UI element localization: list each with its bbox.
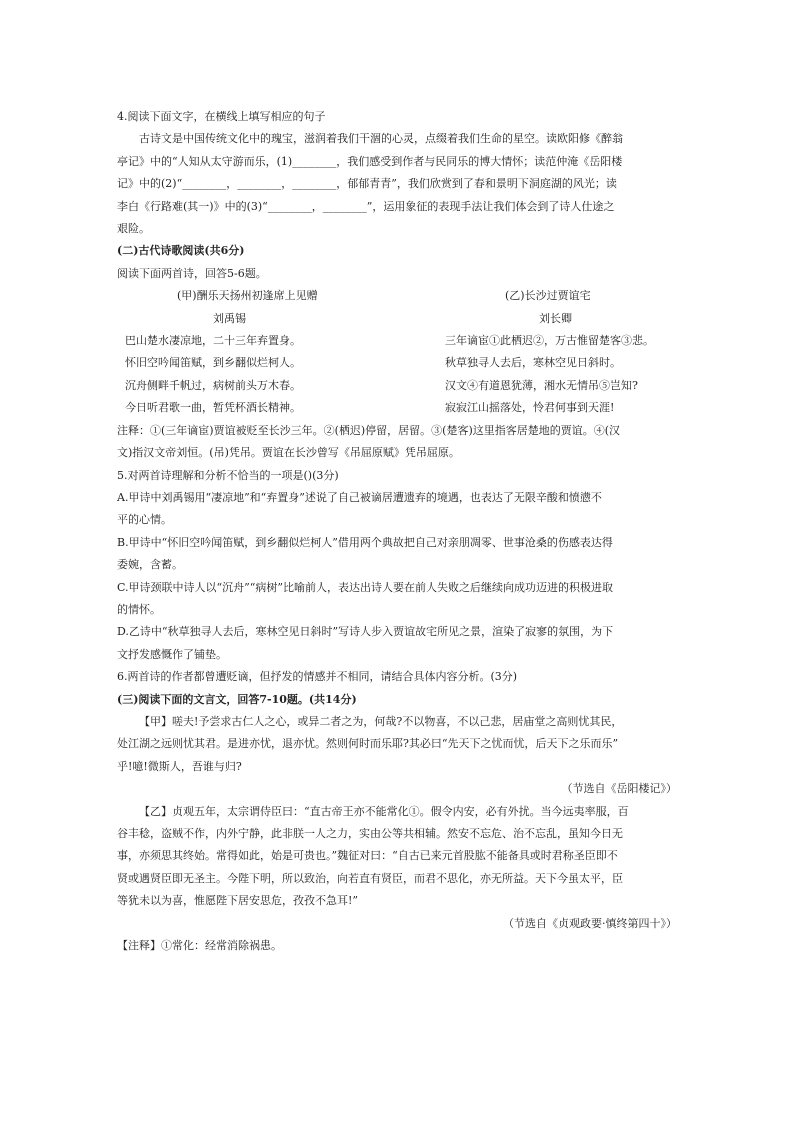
passage-b-line: 贤或遇贤臣即无圣主。今陛下明，所以致治，向若直有贤臣，而君不思化，亦无所益。天下今虽太平，臣 [117, 871, 623, 885]
question-5-title: 5.对两首诗理解和分析不恰当的一项是()(3分) [117, 468, 339, 482]
question-4-line: 古诗文是中国传统文化中的瑰宝，滋润着我们干涸的心灵，点缀着我们生命的星空。读欧阳修《醉翁 [139, 132, 623, 146]
poem-a [117, 285, 397, 419]
poem-notes-line: 文)指汉文帝刘恒。(吊)凭吊。贾谊在长沙曾写《吊屈原赋》凭吊屈原。 [117, 446, 460, 460]
poem-b [397, 285, 677, 419]
poem-b-author: 刘长卿 [539, 311, 572, 325]
question-5-option-line: 委婉，含蓄。 [117, 558, 183, 572]
section-2-instruction: 阅读下面两首诗，回答5-6题。 [117, 266, 267, 280]
question-4-line: 艰险。 [117, 222, 150, 236]
poem-b-title: (乙)长沙过贾谊宅 [505, 289, 591, 303]
passage-a-source: （节选自《岳阳楼记》） [561, 782, 677, 796]
section-3-title: (三)阅读下面的文言文，回答7-10题。(共14分) [117, 692, 357, 706]
passage-a-line: 乎!噫!微斯人，吾谁与归? [117, 759, 242, 773]
poem-notes-line: 注释：①(三年谪宦)贾谊被贬至长沙三年。②(栖迟)停留，居留。③(楚客)这里指客居楚地的贾谊。④(汉 [117, 423, 621, 437]
question-5-option-line: A.甲诗中刘禹锡用“凄凉地”和“弃置身”述说了自己被谪居遭遗弃的境遇，也表达了无限辛酸和愤懑不 [117, 490, 602, 504]
question-5-option-line: B.甲诗中“怀旧空吟闻笛赋，到乡翻似烂柯人”借用两个典故把自己对亲朋凋零、世事沧桑的伤感表达得 [117, 535, 613, 549]
question-5-option-line: C.甲诗颈联中诗人以“沉舟”“病树”比喻前人，表达出诗人要在前人失败之后继续向成功迈进的积极进取 [117, 580, 614, 594]
question-4-line: 亭记》中的“人知从太守游而乐，(1)________，我们感受到作者与民同乐的博大情怀；读范仲淹《岳阳楼 [117, 154, 623, 168]
poem-b-line: 汉文④有道恩犹薄，湘水无情吊⑤岂知? [445, 378, 638, 392]
poem-a-line: 今日听君歌一曲，暂凭杯酒长精神。 [125, 401, 301, 415]
poem-a-author: 刘禹锡 [213, 311, 246, 325]
question-4-line: 李白《行路难(其一)》中的(3)“________，________”，运用象征的表现手法让我们体会到了诗人仕途之 [117, 199, 615, 213]
poem-b-line: 三年谪宦①此栖迟②，万古惟留楚客③悲。 [445, 334, 654, 348]
passage-a-line: 【甲】嗟夫!予尝求古仁人之心，或异二者之为，何哉?不以物喜，不以己悲，居庙堂之高则忧其民， [139, 714, 623, 728]
poem-a-line: 沉舟侧畔千帆过，病树前头万木春。 [125, 378, 301, 392]
poem-a-line: 怀旧空吟闻笛赋，到乡翻似烂柯人。 [125, 356, 301, 370]
passage-b-line: 等犹未以为喜，惟愿陛下居安思危，孜孜不急耳!” [117, 894, 359, 908]
question-4-title: 4.阅读下面文字，在横线上填写相应的句子 [117, 110, 326, 123]
passage-b-line: 【乙】贞观五年，太宗谓侍臣曰：“直古帝王亦不能常化①。假令内安，必有外扰。当今远夷率服，百 [139, 804, 629, 818]
question-5-option-line: 的情怀。 [117, 602, 161, 616]
question-4-line: 记》中的(2)“________，________，________，郁郁青青”，我们欣赏到了春和景明下洞庭湖的风光；读 [117, 177, 617, 191]
question-6: 6.两首诗的作者都曾遭贬谪，但抒发的情感并不相同，请结合具体内容分析。(3分) [117, 670, 518, 684]
section-2-title: (二)古代诗歌阅读(共6分) [117, 244, 245, 258]
passage-b-line: 谷丰稔，盗贼不作，内外宁静，此非朕一人之力，实由公等共相辅。然安不忘危、治不忘乱，虽知今日无 [117, 827, 623, 840]
section-3 [117, 689, 677, 958]
poem-a-title: (甲)酬乐天扬州初逢席上见赠 [177, 289, 318, 303]
question-5-option-line: 文抒发感慨作了铺垫。 [117, 647, 227, 661]
passage-b-source: （节选自《贞观政要·慎终第四十》） [503, 916, 677, 930]
exam-page [117, 106, 677, 957]
question-4 [117, 106, 677, 240]
poem-a-line: 巴山楚水凄凉地，二十三年弃置身。 [125, 334, 301, 348]
question-5-option-line: 平的心情。 [117, 513, 172, 527]
passage-b-line: 事，亦须思其终始。常得如此，始是可贵也。”魏征对曰：“自古已来元首股肱不能备具或时君称圣臣即不 [117, 849, 618, 863]
question-5-option-line: D.乙诗中“秋草独寻人去后，寒林空见日斜时”写诗人步入贾谊故宅所见之景，渲染了寂寥的氛围，为下 [117, 625, 614, 639]
passage-annotation: 【注释】①常化：经常消除祸患。 [117, 939, 282, 953]
passage-a-line: 处江湖之远则忧其君。是进亦忧，退亦忧。然则何时而乐耶?其必曰“先天下之忧而忧，后天下之乐而乐” [117, 737, 619, 751]
poems [117, 285, 677, 419]
section-2 [117, 240, 677, 688]
poem-b-line: 寂寂江山摇落处，怜君何事到天涯! [445, 401, 615, 415]
poem-b-line: 秋草独寻人去后，寒林空见日斜时。 [445, 356, 621, 370]
